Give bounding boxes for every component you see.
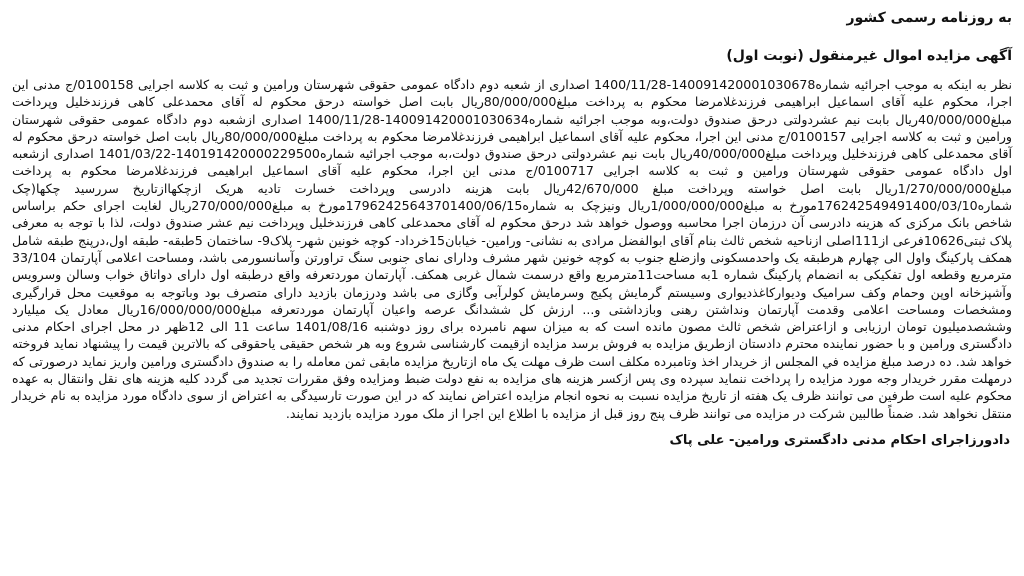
notice-body: نظر به اینکه به موجب اجرائیه شماره140091420001030678-1400/11/28 اصداری از شعبه دوم دادگاه عمومی حقوقی شهرستان ورامین و ثبت به کلاسه اجرایی 0100158/ج مدنی این اجرا، محکوم علیه آقای اسماعیل ابراهیمی فرزندغلامرضا محکوم به پرداخت مبلغ80/000/000ریال بابت اصل خواسته درحق محکوم له آقای محمدعلی کاهی فرزندخلیل وپرداخت مبلغ40/000/000ریال بابت نیم عشردولتی درحق صندوق دولت،وبه موجب اجرائیه شماره140091420001030634-1400/11/28 اصداری ازشعبه دوم دادگاه عمومی حقوقی شهرستان ورامین و ثبت به کلاسه اجرایی 0100157/ج مدنی این اجرا، محکوم علیه آقای اسماعیل ابراهیمی فرزندغلامرضا محکوم به پرداخت مبلغ80/000/000ریال بابت اصل خواسته درحق محکوم له آقای محمدعلی کاهی فرزندخلیل وپرداخت مبلغ40/000/000ریال بابت نیم عشردولتی درحق صندوق دولت،به موجب اجرائیه شماره140191420000229500-1401/03/22 اصداری ازشعبه اول دادگاه عمومی حقوقی شهرستان ورامین و ثبت به کلاسه اجرایی 0100717/ج مدنی این اجرا، محکوم علیه آقای اسماعیل ابراهیمی فرزندغلامرضا محکوم به پرداخت مبلغ1/270/000/000ریال بابت اصل خواسته وپرداخت مبلغ 42/670/000ریال بابت هزینه دادرسی وپرداخت خسارت تادیه هریک ازچکهاازتاریخ سررسید چکها(چک شماره176242549491400/03/10مورخ به مبلغ1/000/000/000ریال ونیزچک به شماره17962425643701400/06/15مورخ به مبلغ270/000/000ریال لغایت اجرای حکم براساس شاخص بانک مرکزی که هزینه دادرسی آن درزمان اجرا محاسبه ووصول خواهد شد درحق محکوم له آقای محمدعلی کاهی فرزندخلیل وپرداخت نیم عشر صندوق دولت، لذا با توجه به معرفی پلاک ثبتی10626فرعی از111اصلی ازناحیه شخص ثالث بنام آقای ابوالفضل مرادی به نشانی- ورامین- خیابان15خرداد- کوچه خونین شهر- پلاک9- ساختمان 5طبقه- طبقه اول،درپنج طبقه شامل همکف پارکینگ واول الی چهارم هرطبقه یک واحدمسکونی وازضلع جنوب به کوچه خونین شهر مشرف ودارای نمای جنوبی سنگ تراورتن وآسانسورمی باشد، ومساحت اعلامی آپارتمان 33/104 مترمربع وقطعه اول تفکیکی به انضمام پارکینگ شماره 1به مساحت11مترمربع واقع درسمت شمال غربی همکف. آپارتمان موردتعرفه واقع درطبقه اول دارای دواتاق خواب وسالن وسرویس وآشپزخانه اوپن وحمام وکف سرامیک ودیوارکاغذدیواری وسیستم گرمایش پکیج وسرمایش کولرآبی وگازی می باشد ودرزمان بازدید دارای متصرف بود وباتوجه به موقعیت محل قرارگیری ومشخصات ومساحت اعلامی وقدمت آپارتمان ونداشتن رهنی وبازداشتی و... ارزش کل ششدانگ عرصه واعیان آپارتمان موردتعرفه مبلغ16/000/000/000ریال معادل یک میلیارد وششصدمیلیون تومان ارزیابی و ازاعتراض شخص ثالث مصون مانده است که به میزان سهم نامبرده برای روز دوشنبه 1401/08/16 ساعت 11 الی 12ظهر در محل اجرای احکام مدنی دادگستری ورامین و با حضور نماینده محترم دادستان ازطریق مزایده به فروش برسد مزایده ازقیمت کارشناسی شروع وبه هر شخص حقیقی یاحقوقی که بالاترین قیمت را پیشنهاد نماید فروخته خواهد شد. ده درصد مبلغ مزایده في المجلس از خریدار اخذ وتامبرده مکلف است ظرف مهلت یک ماه ازتاریخ مزایده مابقی ثمن معامله را به صندوق دادگستری ورامین واریز نماید درصورتی که درمهلت مقرر خریدار وجه مورد مزایده را پرداخت ننماید سپرده وی پس ازکسر هزینه های مزایده به نفع دولت ضبط ومزایده وفق مقررات تجدید می گردد کلیه هزینه های نقل وانتقال به عهده محکوم علیه است طرفین می توانند ظرف یک هفته از تاریخ مزایده نسبت به نحوه انجام مزایده اعتراض نمایند که در این صورت تارسیدگی به اعتراض از سوی دادگاه مورد مزایده به نام خریدار منتقل نخواهد شد. ضمناً طالبین شرکت در مزایده می توانند ظرف پنج روز قبل از مزایده با اطلاع این اجرا از ملک مورد مزایده بازدید نمایند. [12,77,1013,421]
notice-title: آگهی مزایده اموال غیرمنقول (نوبت اول) [726,48,1012,64]
newspaper-name: به روزنامه رسمی کشور [846,10,1012,26]
notice-signature: دادورزاجرای احکام مدنی دادگستری ورامین- علی پاک [669,432,1010,448]
